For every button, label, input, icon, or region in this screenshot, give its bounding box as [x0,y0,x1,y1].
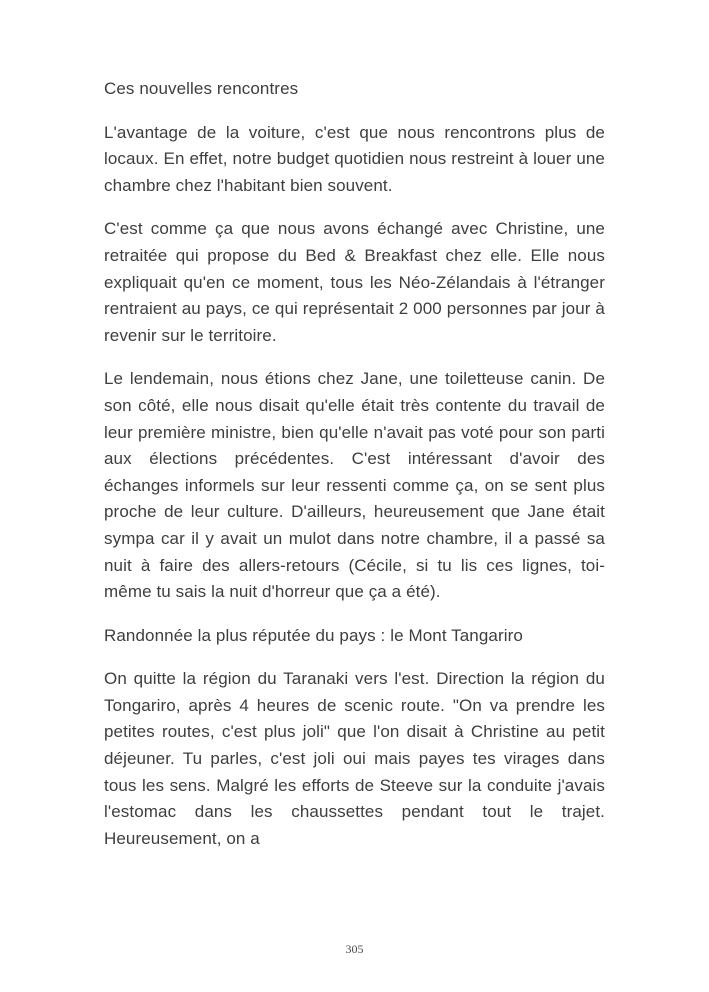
paragraph-christine: C'est comme ça que nous avons échangé avec Christine, une retraitée qui propose du Bed & Breakfast chez elle. Elle nous expliquait qu'en ce moment, tous les Néo-Zélandais à l'étranger rentraient au pays, ce qui représentait 2 000 personnes par jour à revenir sur le territoire. [104,219,605,345]
paragraph-voiture: L'avantage de la voiture, c'est que nous rencontrons plus de locaux. En effet, notre budget quotidien nous restreint à louer une chambre chez l'habitant bien souvent. [104,122,605,195]
section-heading-randonnee: Randonnée la plus réputée du pays : le Mont Tangariro [104,625,523,645]
paragraph-tongariro: On quitte la région du Taranaki vers l'est. Direction la région du Tongariro, après 4 heures de scenic route. "On va prendre les petites routes, c'est plus joli" que l'on disait à Christine au petit déjeuner. Tu parles, c'est joli oui mais payes tes virages dans tous les sens. Malgré les efforts de Steeve sur la conduite j'avais l'estomac dans les chaussettes pendant tout le trajet. Heureusement, on a [104,669,605,848]
page-content [104,76,605,869]
page-number: 305 [345,942,364,956]
section-heading-rencontres: Ces nouvelles rencontres [104,79,299,98]
paragraph-jane: Le lendemain, nous étions chez Jane, une toiletteuse canin. De son côté, elle nous disait qu'elle était très contente du travail de leur première ministre, bien qu'elle n'avait pas voté pour son parti aux élections précédentes. C'est intéressant d'avoir des échanges informels sur leur ressenti comme ça, on se sent plus proche de leur culture. D'ailleurs, heureusement que Jane était sympa car il y avait un mulot dans notre chambre, il a passé sa nuit à faire des allers-retours (Cécile, si tu lis ces lignes, toi-même tu sais la nuit d'horreur que ça a été). [104,369,605,602]
